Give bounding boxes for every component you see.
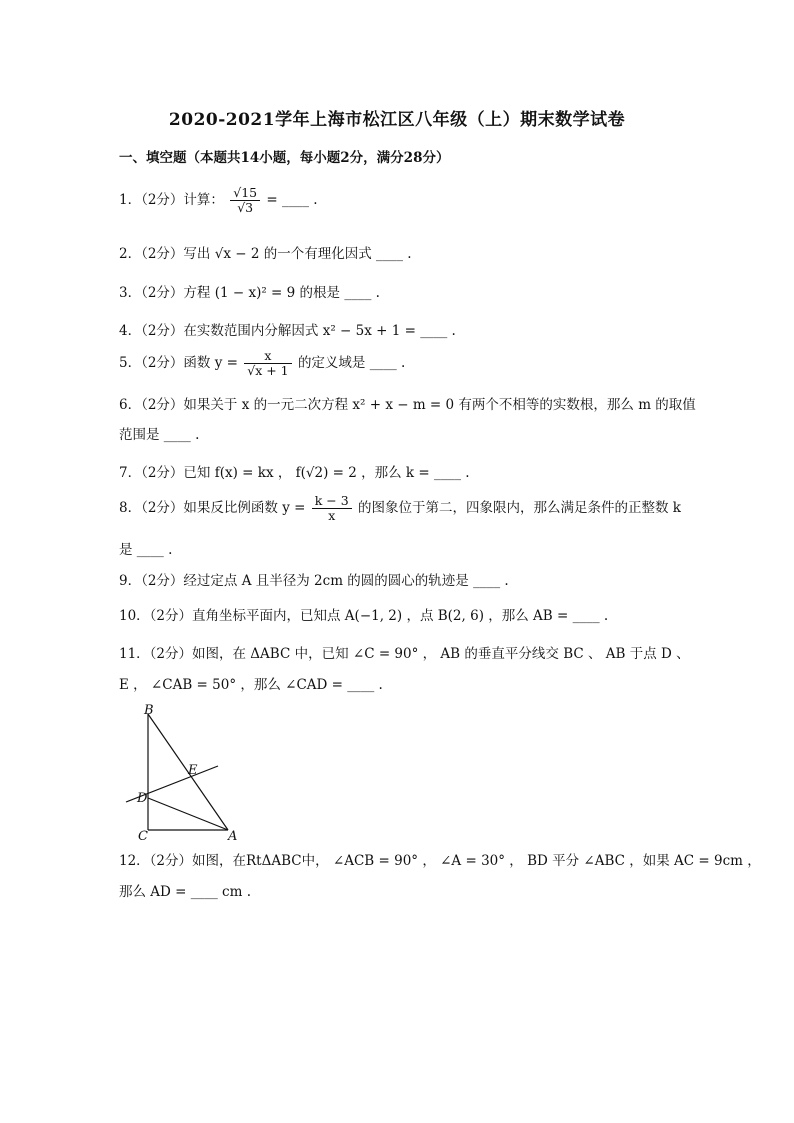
question-5 bbox=[119, 349, 405, 378]
q5-prefix: 5．（2分）函数 y = bbox=[119, 355, 238, 371]
label-a: A bbox=[228, 829, 238, 842]
q1-denominator: √3 bbox=[237, 200, 254, 215]
q5-fraction bbox=[244, 349, 291, 378]
q1-numerator: √15 bbox=[230, 186, 260, 201]
label-e: E bbox=[188, 763, 198, 778]
question-3: 3．（2分）方程 (1 − x)² = 9 的根是 ____ . bbox=[119, 285, 380, 301]
segment-ad bbox=[148, 798, 228, 830]
question-8-line-1 bbox=[119, 494, 681, 523]
label-b: B bbox=[144, 703, 154, 718]
question-11-line-1: 11．（2分）如图，在 ΔABC 中，已知 ∠C = 90° ， AB 的垂直平分线交 BC 、 AB 于点 D 、 bbox=[119, 646, 690, 662]
question-12-line-1: 12．（2分）如图，在RtΔABC中， ∠ACB = 90° ， ∠A = 30° ， BD 平分 ∠ABC ，如果 AC = 9cm ， bbox=[119, 853, 761, 869]
q8-fraction bbox=[312, 494, 352, 523]
question-7: 7．（2分）已知 f(x) = kx ， f(√2) = 2 ，那么 k = ____ . bbox=[119, 465, 470, 481]
question-1 bbox=[119, 186, 318, 215]
question-11-line-2: E ， ∠CAB = 50° ，那么 ∠CAD = ____ . bbox=[119, 677, 383, 693]
q1-suffix: = ____ . bbox=[266, 192, 318, 208]
q1-fraction bbox=[230, 186, 260, 215]
question-12-line-2: 那么 AD = ____ cm . bbox=[119, 884, 251, 900]
q5-suffix: 的定义域是 ____ . bbox=[297, 355, 406, 371]
question-6-line-1: 6．（2分）如果关于 x 的一元二次方程 x² + x − m = 0 有两个不相等的实数根，那么 m 的取值 bbox=[119, 397, 696, 413]
q8-prefix: 8．（2分）如果反比例函数 y = bbox=[119, 500, 306, 516]
page-title: 2020-2021学年上海市松江区八年级（上）期末数学试卷 bbox=[168, 110, 626, 130]
question-4: 4．（2分）在实数范围内分解因式 x² − 5x + 1 = ____ . bbox=[119, 323, 456, 339]
q8-denominator: x bbox=[328, 508, 336, 523]
q5-denominator: √x + 1 bbox=[247, 363, 289, 378]
q8-numerator: k − 3 bbox=[312, 494, 352, 509]
question-10: 10．（2分）直角坐标平面内，已知点 A(−1, 2) ，点 B(2, 6) ，那么 AB = ____ . bbox=[119, 608, 609, 624]
section-heading: 一、填空题（本题共14小题，每小题2分，满分28分） bbox=[119, 150, 450, 166]
label-c: C bbox=[138, 829, 148, 842]
question-6-line-2: 范围是 ____ . bbox=[119, 427, 200, 443]
question-9: 9．（2分）经过定点 A 且半径为 2cm 的圆的圆心的轨迹是 ____ . bbox=[119, 573, 509, 589]
q8-suffix: 的图象位于第二，四象限内，那么满足条件的正整数 k bbox=[358, 500, 681, 516]
question-8-line-2: 是 ____ . bbox=[119, 542, 173, 558]
q5-numerator: x bbox=[244, 349, 291, 364]
q1-prefix: 1．（2分）计算： bbox=[119, 192, 224, 208]
question-2: 2．（2分）写出 √x − 2 的一个有理化因式 ____ . bbox=[119, 246, 412, 262]
triangle-figure bbox=[120, 702, 250, 842]
label-d: D bbox=[137, 791, 148, 806]
